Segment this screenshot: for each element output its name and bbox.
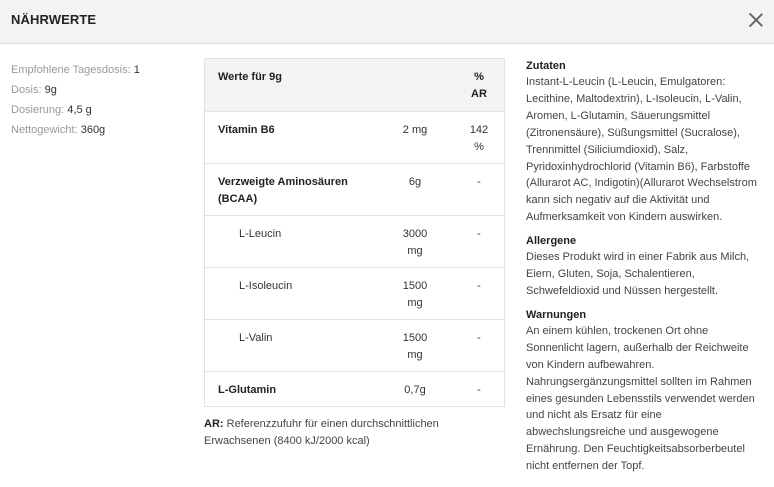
table-row [205, 267, 504, 319]
section-title: Zutaten [526, 60, 566, 72]
row-amount: 2 mg [402, 124, 428, 136]
row-pct: - [477, 280, 481, 292]
nutrition-table [204, 58, 505, 407]
table-row [205, 111, 504, 163]
allergene-line: Dieses Produkt wird in einer Fabrik aus Milch, [526, 251, 750, 264]
info-value: 9g [44, 84, 57, 96]
row-pct [463, 122, 495, 156]
section-allergene [526, 233, 770, 300]
row-amount-line2: mg [407, 349, 423, 361]
warnungen-line: Sonnenlicht lagern, außerhalb der Reichweite [526, 341, 749, 354]
row-pct-line2: % [474, 141, 484, 153]
warnungen-line: An einem kühlen, trockenen Ort ohne [526, 324, 709, 337]
info-row-dosage [11, 100, 191, 120]
ar-text-line1: Referenzzufuhr für einen durchschnittlichen [223, 418, 439, 430]
section-zutaten [526, 58, 770, 226]
row-amount-line1: 1500 [402, 280, 428, 292]
dialog-title: NÄHRWERTE [11, 12, 97, 27]
row-amount: 6g [408, 176, 422, 188]
row-name: L-Valin [239, 332, 273, 344]
row-pct: - [477, 176, 481, 188]
row-amount [395, 330, 435, 364]
allergene-line: Schwefeldioxid und Nüssen hergestellt. [526, 284, 719, 297]
row-amount-line2: mg [407, 297, 423, 309]
allergene-line: Eiern, Gluten, Soja, Schalentieren, [526, 268, 695, 281]
info-label: Empfohlene Tagesdosis: [11, 64, 134, 76]
header-ar [463, 69, 495, 103]
ar-label: AR: [204, 418, 224, 430]
row-name-line1: Verzweigte Aminosäuren [218, 176, 348, 188]
zutaten-line: (Allurarot AC, Indigotin)(Allurarot Wechselstrom [526, 177, 757, 190]
row-name: Vitamin B6 [218, 124, 275, 136]
row-name: L-Isoleucin [239, 280, 293, 292]
section-title: Allergene [526, 235, 577, 248]
close-icon[interactable] [746, 10, 766, 30]
ar-footnote [204, 416, 504, 450]
row-pct: - [477, 332, 481, 344]
table-header [205, 59, 504, 111]
warnungen-line: Ernährung. Den Feuchtigkeitsabsorberbeutel [526, 443, 745, 456]
info-value: 360g [80, 124, 106, 136]
header-ar-line2: AR [471, 88, 487, 100]
info-label: Dosierung: [11, 104, 68, 116]
dialog-header [0, 0, 774, 44]
zutaten-line: Lecithine, Maltodextrin), L-Isoleucin, L-Valin, [526, 92, 742, 105]
info-row-dose [11, 80, 191, 100]
info-label: Dosis: [11, 84, 45, 96]
zutaten-line: Instant-L-Leucin (L-Leucin, Emulgatoren: [526, 76, 726, 88]
section-warnungen [526, 307, 770, 475]
warnungen-line: und nicht als Ersatz für eine [526, 409, 662, 422]
ar-text-line2: Erwachsenen (8400 kJ/2000 kcal) [204, 435, 370, 447]
zutaten-line: kann sich negativ auf die Aktivität und [526, 194, 710, 207]
row-amount-line1: 3000 [402, 228, 428, 240]
product-info [11, 60, 191, 140]
zutaten-line: Aufmerksamkeit von Kindern auswirken. [526, 211, 723, 224]
row-pct: - [477, 228, 481, 240]
table-row [205, 163, 504, 215]
row-amount: 0,7g [404, 384, 426, 396]
table-row [205, 319, 504, 371]
row-pct: - [477, 384, 481, 396]
header-ar-line1: % [474, 71, 484, 83]
zutaten-line: Pyridoxinhydrochlorid (Vitamin B6), Farbstoffe [526, 160, 750, 173]
row-pct-line1: 142 [469, 124, 489, 136]
warnungen-line: abwechslungsreiche und ausgewogene [526, 426, 719, 439]
warnungen-line: Nahrungsergänzungsmittel sollten im Rahmen [526, 375, 752, 388]
info-row-daily-dose [11, 60, 191, 80]
zutaten-line: (Zitronensäure), Süßungsmittel (Sucralose), [526, 126, 740, 139]
row-name: L-Leucin [239, 228, 282, 240]
table-row [205, 371, 504, 406]
section-title: Warnungen [526, 308, 587, 321]
info-row-net-weight [11, 120, 191, 140]
info-value: 4,5 g [67, 104, 92, 116]
zutaten-line: Trennmittel (Siliciumdioxid), Salz, [526, 143, 689, 156]
warnungen-line: nicht entfernen der Topf. [526, 460, 645, 473]
row-amount [395, 278, 435, 312]
header-per-serving: Werte für 9g [218, 71, 282, 83]
row-amount [395, 226, 435, 260]
row-name: L-Glutamin [218, 384, 277, 396]
row-name-line2: (BCAA) [218, 193, 258, 205]
table-row [205, 215, 504, 267]
warnungen-line: von Kindern aufbewahren. [526, 358, 655, 371]
warnungen-line: eines gesunden Lebensstils verwendet werden [526, 392, 755, 405]
details-column [526, 58, 770, 482]
zutaten-line: Aromen, L-Glutamin, Säuerungsmittel [526, 109, 711, 122]
info-value: 1 [133, 64, 140, 76]
row-amount-line2: mg [407, 245, 423, 257]
info-label: Nettogewicht: [11, 124, 81, 136]
row-amount-line1: 1500 [402, 332, 428, 344]
row-name [218, 174, 368, 208]
